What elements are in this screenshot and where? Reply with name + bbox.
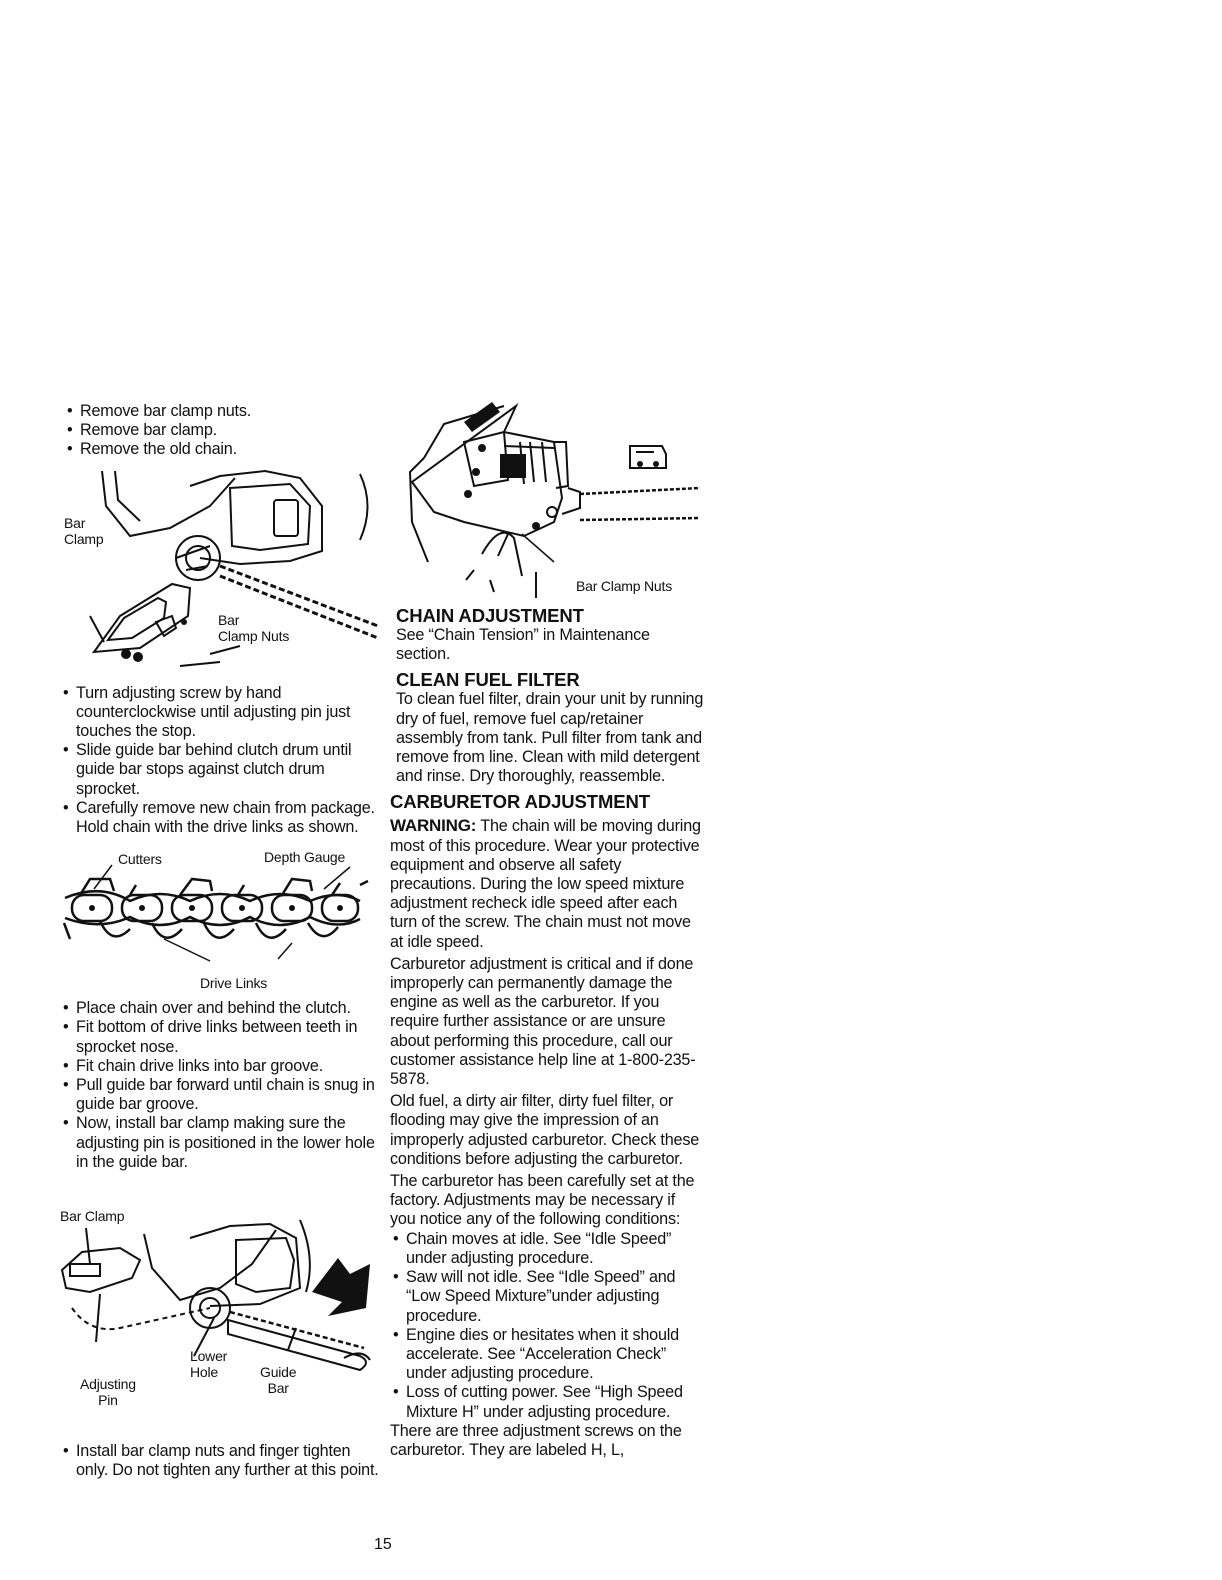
list-item: • Saw will not idle. See “Idle Speed” and “Low Speed Mixture”under adjusting procedure. [390, 1268, 704, 1326]
clean-fuel-filter-section [396, 670, 704, 786]
saw-bar-clamp-nuts-illustration [404, 402, 704, 602]
carburetor-adjustment-section [390, 792, 704, 1460]
list-item: • Loss of cutting power. See “High Speed Mixture H” under adjusting procedure. [390, 1383, 704, 1421]
list-item: • Carefully remove new chain from package. Hold chain with the drive links as shown. [60, 799, 380, 837]
carburetor-para-3: The carburetor has been carefully set at the factory. Adjustments may be necessary if you notice any of the following conditions: [390, 1172, 695, 1229]
carburetor-para-2: Old fuel, a dirty air filter, dirty fuel filter, or flooding may give the impression of an improperly adjusted carburetor. Check these conditions before adjusting the carburetor. [390, 1092, 700, 1168]
warning-text: The chain will be moving during most of this procedure. Wear your protective equipment and observe all safety precautions. During the low speed mixture adjustment recheck idle speed after each turn of the screw. The chain must not move at idle speed. [390, 817, 701, 951]
list-item: • Remove bar clamp nuts. [64, 402, 380, 421]
left-column [60, 402, 380, 1480]
saw-bar-clamp-illustration [60, 466, 380, 678]
list-item: • Remove bar clamp. [64, 421, 380, 440]
carburetor-para-1: Carburetor adjustment is critical and if done improperly can permanently damage the engine as well as the carburetor. If you require further assistance or are unsure about performing this procedure, call our customer assistance help line at 1-800-235-5878. [390, 954, 696, 1089]
warning-paragraph [390, 816, 704, 951]
list-item: • Fit bottom of drive links between teeth in sprocket nose. [60, 1018, 380, 1056]
list-item: • Fit chain drive links into bar groove. [60, 1057, 380, 1076]
bar-clamp-nuts-label: Bar Clamp Nuts [218, 611, 290, 644]
page-number: 15 [374, 1536, 392, 1553]
install-bar-steps-list [60, 684, 380, 838]
warning-label: WARNING: [390, 816, 477, 836]
bar-clamp-removal-figure [60, 466, 380, 678]
list-item: • Now, install bar clamp making sure the adjusting pin is positioned in the lower hole in the guide bar. [60, 1114, 380, 1172]
bar-clamp-label: Bar Clamp [64, 514, 104, 547]
adjusting-pin-label: Adjusting Pin [80, 1376, 136, 1409]
carburetor-para-4: There are three adjustment screws on the carburetor. They are labeled H, L, [390, 1421, 682, 1459]
final-step-list [60, 1442, 380, 1480]
clean-fuel-filter-heading: CLEAN FUEL FILTER [396, 669, 580, 691]
bar-clamp-nuts-label: Bar Clamp Nuts [576, 578, 673, 594]
chain-parts-figure [60, 843, 370, 993]
clean-fuel-filter-text: To clean fuel filter, drain your unit by running dry of fuel, remove fuel cap/retainer assembly from tank. Pull filter from tank and remove from line. Clean with mild detergent and rinse. Dry thoroughly, reassemble. [396, 690, 704, 786]
list-item: • Install bar clamp nuts and finger tighten only. Do not tighten any further at this point. [60, 1442, 380, 1480]
list-item: • Remove the old chain. [64, 440, 380, 459]
conditions-list [390, 1230, 704, 1422]
lower-hole-label: Lower Hole [190, 1348, 228, 1381]
drive-links-label: Drive Links [200, 975, 268, 992]
list-item: • Slide guide bar behind clutch drum until guide bar stops against clutch drum sprocket. [60, 741, 380, 799]
remove-steps-list [64, 402, 380, 460]
chain-adjustment-heading: CHAIN ADJUSTMENT [396, 605, 584, 626]
list-item: • Pull guide bar forward until chain is snug in guide bar groove. [60, 1076, 380, 1114]
bar-clamp-label: Bar Clamp [60, 1208, 125, 1225]
bar-clamp-install-figure [60, 1208, 380, 1422]
list-item: • Place chain over and behind the clutch. [60, 999, 380, 1018]
depth-gauge-label: Depth Gauge [264, 849, 346, 866]
chain-adjustment-text: See “Chain Tension” in Maintenance section. [396, 626, 650, 664]
bar-clamp-nuts-figure [404, 402, 704, 602]
list-item: • Engine dies or hesitates when it should accelerate. See “Acceleration Check” under adjusting procedure. [390, 1326, 704, 1384]
cutters-label: Cutters [118, 851, 162, 868]
carburetor-adjustment-heading: CARBURETOR ADJUSTMENT [390, 791, 650, 813]
right-column [382, 402, 704, 1460]
guide-bar-label: Guide Bar [260, 1364, 297, 1397]
fit-chain-steps-list [60, 999, 380, 1172]
list-item: • Chain moves at idle. See “Idle Speed” under adjusting procedure. [390, 1230, 704, 1268]
chain-adjustment-section [396, 606, 704, 664]
chain-links-illustration [60, 843, 370, 993]
list-item: • Turn adjusting screw by hand counterclockwise until adjusting pin just touches the stop. [60, 684, 380, 742]
